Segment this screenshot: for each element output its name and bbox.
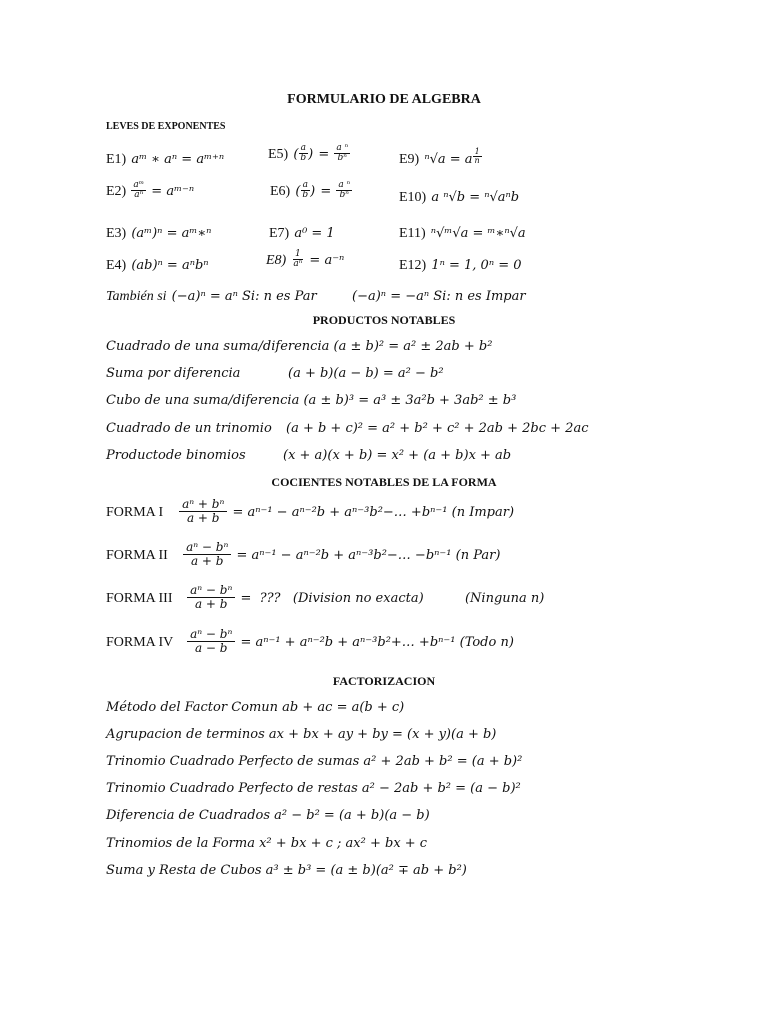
- cociente-num: aⁿ − bⁿ: [183, 541, 231, 555]
- cociente-label: FORMA I: [106, 505, 164, 521]
- law-e1-label: E1): [106, 152, 127, 167]
- law-e6-den: bⁿ: [339, 190, 349, 200]
- factorizacion-row: Diferencia de Cuadrados a² − b² = (a + b)(a − b): [106, 808, 430, 823]
- law-e5-label: E5): [268, 147, 289, 162]
- law-e6-label: E6): [270, 184, 291, 199]
- producto-row: [106, 366, 240, 381]
- cociente-rest: = ??? (Division no exacta) (Ninguna n): [240, 591, 545, 607]
- law-e1: [106, 148, 224, 168]
- cociente-den: a + b: [186, 511, 220, 526]
- law-e11-expr: ⁿ√ᵐ√a = ᵐ∗ⁿ√a: [430, 226, 526, 241]
- law-e6-num: a ⁿ: [338, 179, 351, 190]
- law-e8-den: aⁿ: [293, 259, 303, 269]
- tambien-row: [106, 285, 317, 305]
- law-e4: [106, 254, 209, 274]
- cociente-form: [106, 498, 514, 525]
- law-e2-rest: = aᵐ⁻ⁿ: [151, 184, 195, 199]
- law-e7-expr: a⁰ = 1: [294, 226, 335, 241]
- factorizacion-row: Trinomio Cuadrado Perfecto de restas a² − 2ab + b² = (a − b)²: [106, 781, 521, 796]
- law-e6-inner-fraction: [300, 181, 310, 201]
- law-e8: [266, 249, 344, 269]
- tambien-prefix: También si: [106, 289, 167, 304]
- law-e4-label: E4): [106, 258, 127, 273]
- producto-expr: (a ± b)³ = a³ ± 3a²b + 3ab² ± b³: [303, 393, 517, 408]
- productos-heading: PRODUCTOS NOTABLES: [312, 313, 456, 327]
- factorizacion-row: Método del Factor Comun ab + ac = a(b + c): [106, 700, 405, 715]
- cociente-den: a + b: [190, 554, 224, 569]
- producto-label: Suma por diferencia: [106, 366, 241, 381]
- cociente-num: aⁿ − bⁿ: [187, 584, 235, 598]
- cociente-den: a + b: [194, 597, 228, 612]
- law-e3-expr: (aᵐ)ⁿ = aᵐ∗ⁿ: [131, 226, 212, 241]
- law-e8-num: 1: [294, 248, 301, 259]
- factorizacion-row: Trinomios de la Forma x² + bx + c ; ax² + bx + c: [106, 836, 428, 851]
- cociente-label: FORMA IV: [106, 635, 174, 651]
- law-e6: E6) ( $\frac{a}{b}$ ) = $\frac{\text{a ⁿ}}{\text{bⁿ}}$: [270, 179, 351, 200]
- law-e8-rest: = a⁻ⁿ: [309, 253, 345, 268]
- law-e10: [399, 186, 519, 206]
- law-e8-fraction: [291, 250, 304, 270]
- factorizacion-heading: FACTORIZACION: [332, 674, 436, 688]
- law-e9-label: E9): [399, 152, 420, 167]
- leyes-heading: LEVES DE EXPONENTES: [106, 121, 226, 132]
- law-e7: [269, 222, 335, 242]
- law-e9-exponent: [473, 148, 482, 166]
- cociente-label: FORMA II: [106, 548, 168, 564]
- cociente-num: aⁿ + bⁿ: [179, 498, 227, 512]
- law-e3-label: E3): [106, 226, 127, 241]
- tambien-par: (−a)ⁿ = aⁿ Si: n es Par: [171, 289, 317, 304]
- law-e6-inner-num: a: [302, 179, 308, 190]
- law-e2: [106, 180, 194, 200]
- producto-row: [106, 339, 492, 354]
- law-e10-expr: a ⁿ√b = ⁿ√aⁿb: [431, 190, 520, 205]
- law-e9-exp-den: n: [474, 156, 480, 166]
- tambien-impar: [352, 285, 526, 304]
- factorizacion-row: Trinomio Cuadrado Perfecto de sumas a² + 2ab + b² = (a + b)²: [106, 754, 523, 769]
- producto-expr: (a + b + c)² = a² + b² + c² + 2ab + 2bc + 2ac: [286, 421, 589, 436]
- factorizacion-row: Agrupacion de terminos ax + bx + ay + by = (x + y)(a + b): [106, 727, 497, 742]
- law-e5-inner-fraction: [298, 144, 308, 164]
- law-e5-fraction: [334, 144, 350, 164]
- producto-row: [106, 421, 272, 436]
- law-e5-den: bⁿ: [337, 153, 347, 163]
- law-e12-expr: 1ⁿ = 1, 0ⁿ = 0: [431, 258, 522, 273]
- cociente-form: [106, 628, 514, 655]
- tambien-impar-expr: (−a)ⁿ = −aⁿ Si: n es Impar: [352, 289, 526, 304]
- cociente-form: [106, 584, 544, 611]
- cociente-rest: = aⁿ⁻¹ − aⁿ⁻²b + aⁿ⁻³b²−… +bⁿ⁻¹ (n Impar): [232, 505, 515, 521]
- law-e11: [399, 222, 526, 242]
- law-e9-exp-num: 1: [474, 147, 480, 156]
- cociente-fraction: [187, 628, 235, 655]
- law-e2-label: E2): [106, 184, 127, 199]
- cociente-rest: = aⁿ⁻¹ − aⁿ⁻²b + aⁿ⁻³b²−… −bⁿ⁻¹ (n Par): [236, 548, 501, 564]
- producto-label: Productode binomios: [106, 448, 246, 463]
- producto-row: [106, 393, 516, 408]
- law-e1-expr: aᵐ ∗ aⁿ = aᵐ⁺ⁿ: [131, 152, 225, 167]
- law-e6-inner-den: b: [302, 190, 309, 200]
- law-e12-label: E12): [399, 258, 427, 273]
- producto-expr: (x + a)(x + b) = x² + (a + b)x + ab: [283, 448, 512, 463]
- cociente-fraction: [179, 498, 227, 525]
- law-e9-expr: ⁿ√a = a: [424, 152, 473, 167]
- cociente-fraction: [187, 584, 235, 611]
- producto-row: [106, 448, 246, 463]
- cociente-rest: = aⁿ⁻¹ + aⁿ⁻²b + aⁿ⁻³b²+… +bⁿ⁻¹ (Todo n): [240, 635, 514, 651]
- producto-label: Cuadrado de una suma/diferencia: [106, 339, 330, 354]
- cociente-den: a − b: [194, 641, 228, 656]
- law-e8-label: E8): [266, 253, 287, 268]
- cociente-fraction: [183, 541, 231, 568]
- law-e12: [399, 254, 522, 274]
- law-e2-fraction: [131, 181, 146, 201]
- law-e7-label: E7): [269, 226, 290, 241]
- law-e2-den: aⁿ: [134, 190, 144, 200]
- cociente-num: aⁿ − bⁿ: [187, 628, 235, 642]
- cociente-form: [106, 541, 500, 568]
- law-e5-inner-den: b: [300, 153, 307, 163]
- law-e10-label: E10): [399, 190, 427, 205]
- law-e5-inner-num: a: [300, 142, 306, 153]
- cociente-label: FORMA III: [106, 591, 173, 607]
- factorizacion-row: Suma y Resta de Cubos a³ ± b³ = (a ± b)(a² ∓ ab + b²): [106, 863, 467, 878]
- producto-label: Cuadrado de un trinomio: [106, 421, 272, 436]
- law-e5-num: a ⁿ: [336, 142, 349, 153]
- producto-expr: (a ± b)² = a² ± 2ab + b²: [333, 339, 493, 354]
- law-e6-fraction: [336, 181, 352, 201]
- producto-expr: (a + b)(a − b) = a² − b²: [288, 366, 444, 381]
- law-e4-expr: (ab)ⁿ = aⁿbⁿ: [131, 258, 209, 273]
- page-title: FORMULARIO DE ALGEBRA: [287, 92, 481, 107]
- cocientes-heading: COCIENTES NOTABLES DE LA FORMA: [271, 475, 497, 489]
- law-e11-label: E11): [399, 226, 426, 241]
- law-e3: [106, 222, 211, 242]
- law-e9: [399, 148, 482, 168]
- producto-label: Cubo de una suma/diferencia: [106, 393, 300, 408]
- law-e5: E5) ( $\frac{a}{b}$ ) = $\frac{\text{a ⁿ}}{\text{bⁿ}}$: [268, 142, 349, 163]
- law-e2-num: aᵐ: [133, 179, 145, 190]
